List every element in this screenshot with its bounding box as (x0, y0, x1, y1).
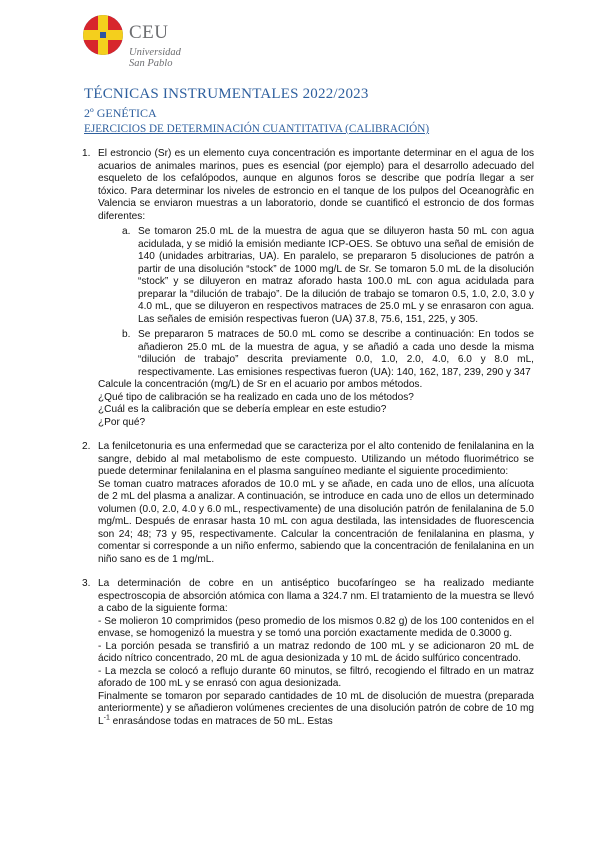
spacer (82, 566, 534, 578)
procedure-step-2: - La porción pesada se transfirió a un matraz redondo de 100 mL y se adicionaron 20 mL de ácido nítrico concentrado, 20 mL de agua desionizada y 10 mL de ácido sulfúrico concentrado. (98, 640, 534, 664)
procedure-step-3: - La mezcla se colocó a reflujo durante 60 minutos, se filtró, recogiendo el filtrado en un matraz aforado de 100 mL y se enrasó con agua desionizada. (98, 665, 534, 689)
part-text: Se prepararon 5 matraces de 50.0 mL como se describe a continuación: En todos se añadieron 25.0 mL de la muestra de agua, y se añadió a cada uno desde la misma “dilución de trabajo” descrita previamente 0.0, 1.0, 2.0, 4.0, 6.0 y 8.0 mL, respectivamente. Las emisiones respectivas fueron (UA): 140, 162, 187, 239, 290 y 347 (138, 329, 534, 378)
spacer (82, 429, 534, 441)
logo-sub-line1: Universidad (129, 47, 181, 58)
logo-sub-line2: San Pablo (129, 58, 173, 69)
exercise-paragraph-1: La determinación de cobre en un antiséptico bucofaríngeo se ha realizado mediante espectroscopia de absorción atómica con llama a 324.7 nm. El tratamiento de la muestra se llevó a cabo de la siguiente forma: (98, 578, 534, 614)
exercise-1-part-b (82, 329, 534, 379)
paragraph-end: enrasándose todas en matraces de 50 mL. Estas (109, 715, 333, 727)
exercise-1-part-a (82, 226, 534, 326)
exercise-intro: El estroncio (Sr) es un elemento cuya concentración es importante determinar en el agua de los acuarios de animales marinos, pues es esencial (por ejemplo) para el desarrollo adecuado del esqueleto de los cefalópodos, aunque en algunos foros se describe que podría llegar a ser tóxico. Para determinar los niveles de estroncio en el tanque de los pulpos del Oceanogràfic en Valencia se enviaron muestras a un laboratorio, donde se cuantificó el estroncio de dos formas diferentes: (98, 148, 534, 222)
logo-name: CEU (129, 22, 169, 43)
exercise-1-questions (82, 379, 534, 429)
part-text: Se tomaron 25.0 mL de la muestra de agua que se diluyeron hasta 50 mL con agua acidulada, y se midió la emisión mediante ICP-OES. Se obtuvo una señal de emisión de 140 (unidades arbitrarias, UA). En paralelo, se prepararon 5 disoluciones de patrón a partir de una disolución “stock” de 1000 mg/L de Sr. Se tomaron 5.0 mL de la disolución “stock” y se diluyeron en matraz aforado hasta 100.0 mL con agua acidulada para preparar la “dilución de trabajo”. De la dilución de trabajo se tomaron 0.5, 1.0, 2.0, 3.0 y 4.0 mL, que se diluyeron en respectivos matraces de 25.0 mL y se enrasaron con agua. Las señales de emisión respectivas fueron (UA) 37.8, 75.6, 151, 225, y 305. (138, 226, 534, 325)
exercise-2 (82, 441, 534, 566)
part-label: a. (122, 226, 131, 237)
exercise-3 (82, 578, 534, 728)
document-title: TÉCNICAS INSTRUMENTALES 2022/2023 (84, 86, 369, 102)
question-3: ¿Cuál es la calibración que se debería emplear en este estudio? (98, 404, 387, 415)
document-body (82, 148, 534, 728)
exercise-number: 2. (82, 441, 91, 452)
logo-subtitle (129, 47, 181, 69)
ceu-emblem-icon (82, 14, 124, 56)
exercise-number: 1. (82, 148, 91, 159)
exercise-number: 3. (82, 578, 91, 589)
exercise-paragraph-2: Se toman cuatro matraces aforados de 10.0 mL y se añade, en cada uno de ellos, una alícuota de 2 mL del plasma a analizar. A continuación, se introduce en cada uno de ellos un determinado volumen (0.0, 2.0, 4.0 y 6.0 mL, respectivamente) de una disolución patrón de fenilalanina de 5.0 mg/mL. Después de enrasar hasta 10 mL con agua destilada, las intensidades de fluorescencia son 24; 48; 73 y 95, respectivamente. Calcular la concentración de fenilalanina en plasma, y comentar si corresponde a un niño enfermo, sabiendo que la concentración de fenilalanina en un niño sano es de 1 mg/mL. (98, 478, 534, 565)
part-label: b. (122, 329, 131, 340)
question-2: ¿Qué tipo de calibración se ha realizado en cada uno de los métodos? (98, 391, 414, 403)
question-1: Calcule la concentración (mg/L) de Sr en el acuario por ambos métodos. (98, 379, 423, 390)
paragraph-start: Finalmente se tomaron por separado cantidades de 10 mL de disolución de muestra (preparada anteriormente) y se añadieron volúmenes crecientes de una disolución patrón de cobre de 10 mg L (98, 690, 534, 727)
document-subtitle: 2º GENÉTICA (84, 106, 157, 120)
exercise-1 (82, 148, 534, 223)
question-4: ¿Por qué? (98, 416, 146, 428)
procedure-step-1: - Se molieron 10 comprimidos (peso promedio de los mismos 0.82 g) de los 100 contenidos en el envase, se homogenizó la muestra y se tomó una porción exactamente medida de 0.3000 g. (98, 615, 534, 639)
exercise-paragraph-2 (98, 691, 534, 729)
university-logo (82, 14, 202, 74)
section-heading: EJERCICIOS DE DETERMINACIÓN CUANTITATIVA (CALIBRACIÓN) (84, 123, 430, 135)
unit-exponent: -1 (103, 714, 110, 722)
exercise-paragraph-1: La fenilcetonuria es una enfermedad que se caracteriza por el alto contenido de fenilalanina en la sangre, debido al mal metabolismo de este compuesto. Utilizando un método fluorimétrico se puede determinar fenilalanina en el plasma sanguíneo mediante el siguiente procedimiento: (98, 441, 534, 477)
